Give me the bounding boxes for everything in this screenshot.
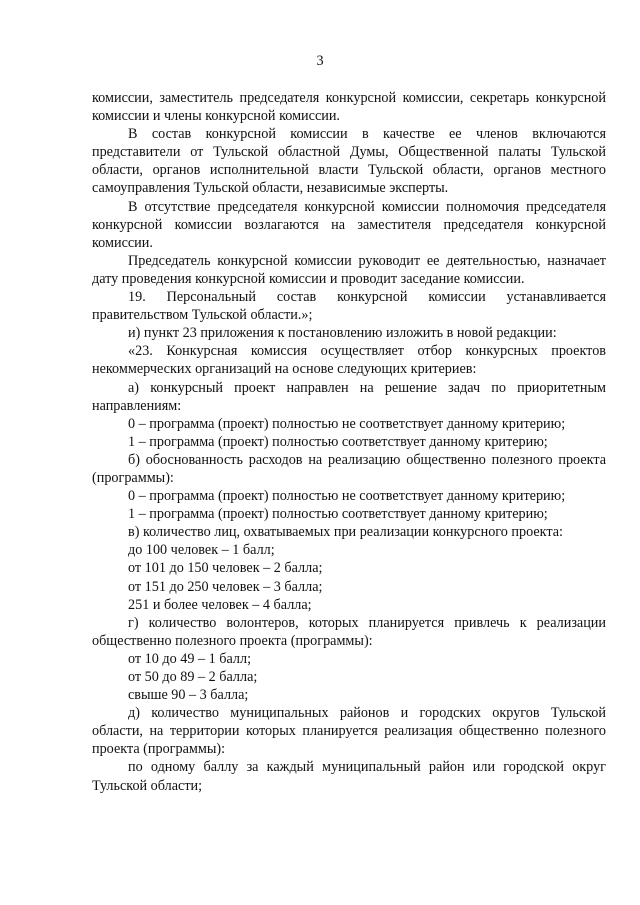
paragraph: 1 – программа (проект) полностью соответствует данному критерию;	[128, 433, 548, 450]
paragraph: 251 и более человек – 4 балла;	[128, 596, 312, 613]
paragraph: В отсутствие председателя конкурсной комиссии полномочия председателя конкурсной комиссии возлагаются на заместителя председателя конкурсной комиссии.	[92, 198, 606, 251]
paragraph: а) конкурсный проект направлен на решение задач по приоритетным направлениям:	[92, 379, 606, 414]
paragraph: 1 – программа (проект) полностью соответствует данному критерию;	[128, 506, 548, 523]
paragraph: г) количество волонтеров, которых планируется привлечь к реализации общественно полезного проекта (программы):	[92, 614, 606, 649]
paragraph: В состав конкурсной комиссии в качестве ее членов включаются представители от Тульской областной Думы, Общественной палаты Тульской области, органов исполнительной власти Тульской области, органов местного самоуправления Тульской области, независимые эксперты.	[92, 126, 606, 197]
paragraph: б) обоснованность расходов на реализацию общественно полезного проекта (программы):	[92, 451, 606, 486]
paragraph: комиссии, заместитель председателя конкурсной комиссии, секретарь конкурсной комиссии и члены конкурсной комиссии.	[92, 90, 606, 125]
paragraph: д) количество муниципальных районов и городских округов Тульской области, на территории которых планируется реализация общественно полезного проекта (программы):	[92, 705, 606, 758]
paragraph: 19. Персональный состав конкурсной комиссии устанавливается правительством Тульской области.»;	[92, 289, 606, 324]
paragraph: 0 – программа (проект) полностью не соответствует данному критерию;	[128, 488, 566, 505]
paragraph: от 101 до 150 человек – 2 балла;	[128, 560, 323, 577]
paragraph: и) пункт 23 приложения к постановлению изложить в новой редакции:	[128, 325, 557, 342]
paragraph: 0 – программа (проект) полностью не соответствует данному критерию;	[128, 415, 566, 432]
paragraph: Председатель конкурсной комиссии руководит ее деятельностью, назначает дату проведения конкурсной комиссии и проводит заседание комиссии.	[92, 252, 606, 287]
document-body	[92, 89, 606, 795]
page-number: 3	[316, 53, 324, 69]
paragraph: от 10 до 49 – 1 балл;	[128, 650, 252, 667]
paragraph: по одному баллу за каждый муниципальный район или городской округ Тульской области;	[92, 759, 606, 794]
paragraph: до 100 человек – 1 балл;	[128, 542, 275, 559]
paragraph: от 151 до 250 человек – 3 балла;	[128, 578, 323, 595]
paragraph: в) количество лиц, охватываемых при реализации конкурсного проекта:	[128, 524, 563, 541]
paragraph: «23. Конкурсная комиссия осуществляет отбор конкурсных проектов некоммерческих организаций на основе следующих критериев:	[92, 343, 606, 378]
paragraph: от 50 до 89 – 2 балла;	[128, 669, 258, 685]
paragraph: свыше 90 – 3 балла;	[128, 687, 249, 704]
